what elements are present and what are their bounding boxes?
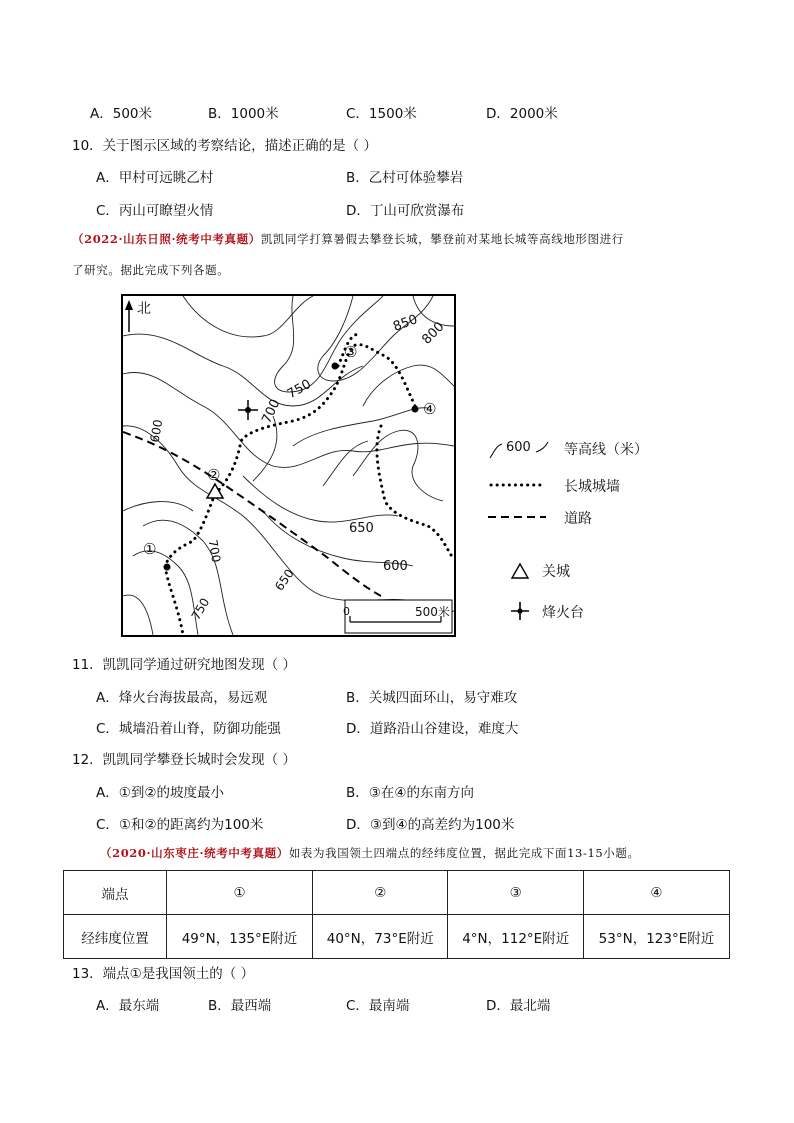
intro2-line [100,845,640,861]
beacon-tower-icon [238,400,258,420]
q10-option-d: D．丁山可欣赏瀑布 [346,203,465,219]
pass-triangle-icon [207,484,223,498]
contour-label-800: 800 [419,319,448,348]
table-header-cell: ② [313,871,448,915]
table-header-cell: ③ [448,871,583,915]
intro1-text: 凯凯同学打算暑假去攀登长城，攀登前对某地长城等高线地形图进行 [260,232,624,246]
q13-option-b: B．最西端 [208,998,272,1014]
road-line [123,432,381,596]
contour-label-600-west: 600 [147,418,166,444]
point-3-label: ③ [344,343,358,361]
q12-option-a: A．①到②的坡度最小 [96,785,224,801]
contour-label-700: 700 [259,397,284,426]
scale-zero-label: 0 [343,605,350,618]
endpoints-table [63,870,730,959]
q10-stem: 10．关于图示区域的考察结论，描述正确的是（ ） [72,138,377,154]
point-4-label: ④ [423,400,437,418]
q10-option-b: B．乙村可体验攀岩 [346,170,464,186]
q9-option-b: B．1000米 [208,106,279,122]
intro2-text: 如表为我国领土四端点的经纬度位置，据此完成下面13-15小题。 [288,846,640,860]
legend-pass-icon [510,562,530,580]
q11-stem: 11．凯凯同学通过研究地图发现（ ） [72,657,296,673]
q13-stem: 13．端点①是我国领土的（ ） [72,966,255,982]
table-header-cell: ① [167,871,313,915]
legend-beacon-icon [510,601,530,621]
legend-pass-label: 关城 [542,564,570,580]
point-3-marker [332,363,339,370]
q11-option-a: A．烽火台海拔最高，易远观 [96,690,268,706]
contour-label-600-east: 600 [383,559,408,574]
q12-option-b: B．③在④的东南方向 [346,785,474,801]
legend-wall-symbol [488,480,546,490]
legend-contour-value: 600 [506,440,531,455]
scale-length-label: 500米 [415,605,450,619]
q10-option-a: A．甲村可远眺乙村 [96,170,214,186]
contour-label-700-south: 700 [205,538,224,564]
q12-option-c: C．①和②的距离约为100米 [96,817,264,833]
table-row [64,915,730,959]
legend-road-symbol [488,512,546,522]
contour-label-750: 750 [284,376,314,403]
legend-contour-label: 等高线（米） [564,442,648,458]
legend-wall-label: 长城城墙 [564,479,620,495]
q13-option-c: C．最南端 [346,998,410,1014]
contour-label-750-south: 750 [188,595,213,623]
intro2-source-tag: （2020·山东枣庄·统考中考真题） [100,846,289,860]
table-cell: 经纬度位置 [64,915,167,959]
wall-line-east [377,426,453,558]
q11-option-c: C．城墙沿着山脊，防御功能强 [96,721,281,737]
intro1-source-tag: （2022·山东日照·统考中考真题） [72,232,261,246]
table-header-cell: ④ [583,871,729,915]
contour-label-850: 850 [391,312,420,335]
q9-option-d: D．2000米 [486,106,558,122]
q12-stem: 12．凯凯同学攀登长城时会发现（ ） [72,752,296,768]
intro1-line2: 了研究。据此完成下列各题。 [72,263,230,277]
q11-option-b: B．关城四面环山，易守难攻 [346,690,518,706]
table-header-row [64,871,730,915]
point-4-marker [412,406,419,413]
q12-option-d: D．③到④的高差约为100米 [346,817,515,833]
q9-option-a: A．500米 [90,106,153,122]
table-cell: 53°N，123°E附近 [583,915,729,959]
intro1-line1 [72,231,624,247]
table-cell: 49°N，135°E附近 [167,915,313,959]
legend-beacon-label: 烽火台 [542,605,584,621]
table-cell: 40°N，73°E附近 [313,915,448,959]
point-1-marker [164,564,171,571]
table-cell: 4°N，112°E附近 [448,915,583,959]
q9-option-c: C．1500米 [346,106,417,122]
contour-label-650-east: 650 [349,521,374,536]
north-label: 北 [137,301,151,317]
q10-option-c: C．丙山可瞭望火情 [96,203,214,219]
legend-road-label: 道路 [564,511,592,527]
q11-option-d: D．道路沿山谷建设，难度大 [346,721,519,737]
point-1-label: ① [143,540,157,558]
q13-option-a: A．最东端 [96,998,160,1014]
point-2-label: ② [207,466,221,484]
contour-label-650-south: 650 [272,566,297,594]
wall-line-north [215,345,415,494]
contour-map [121,294,456,637]
q13-option-d: D．最北端 [486,998,551,1014]
table-header-cell: 端点 [64,871,167,915]
